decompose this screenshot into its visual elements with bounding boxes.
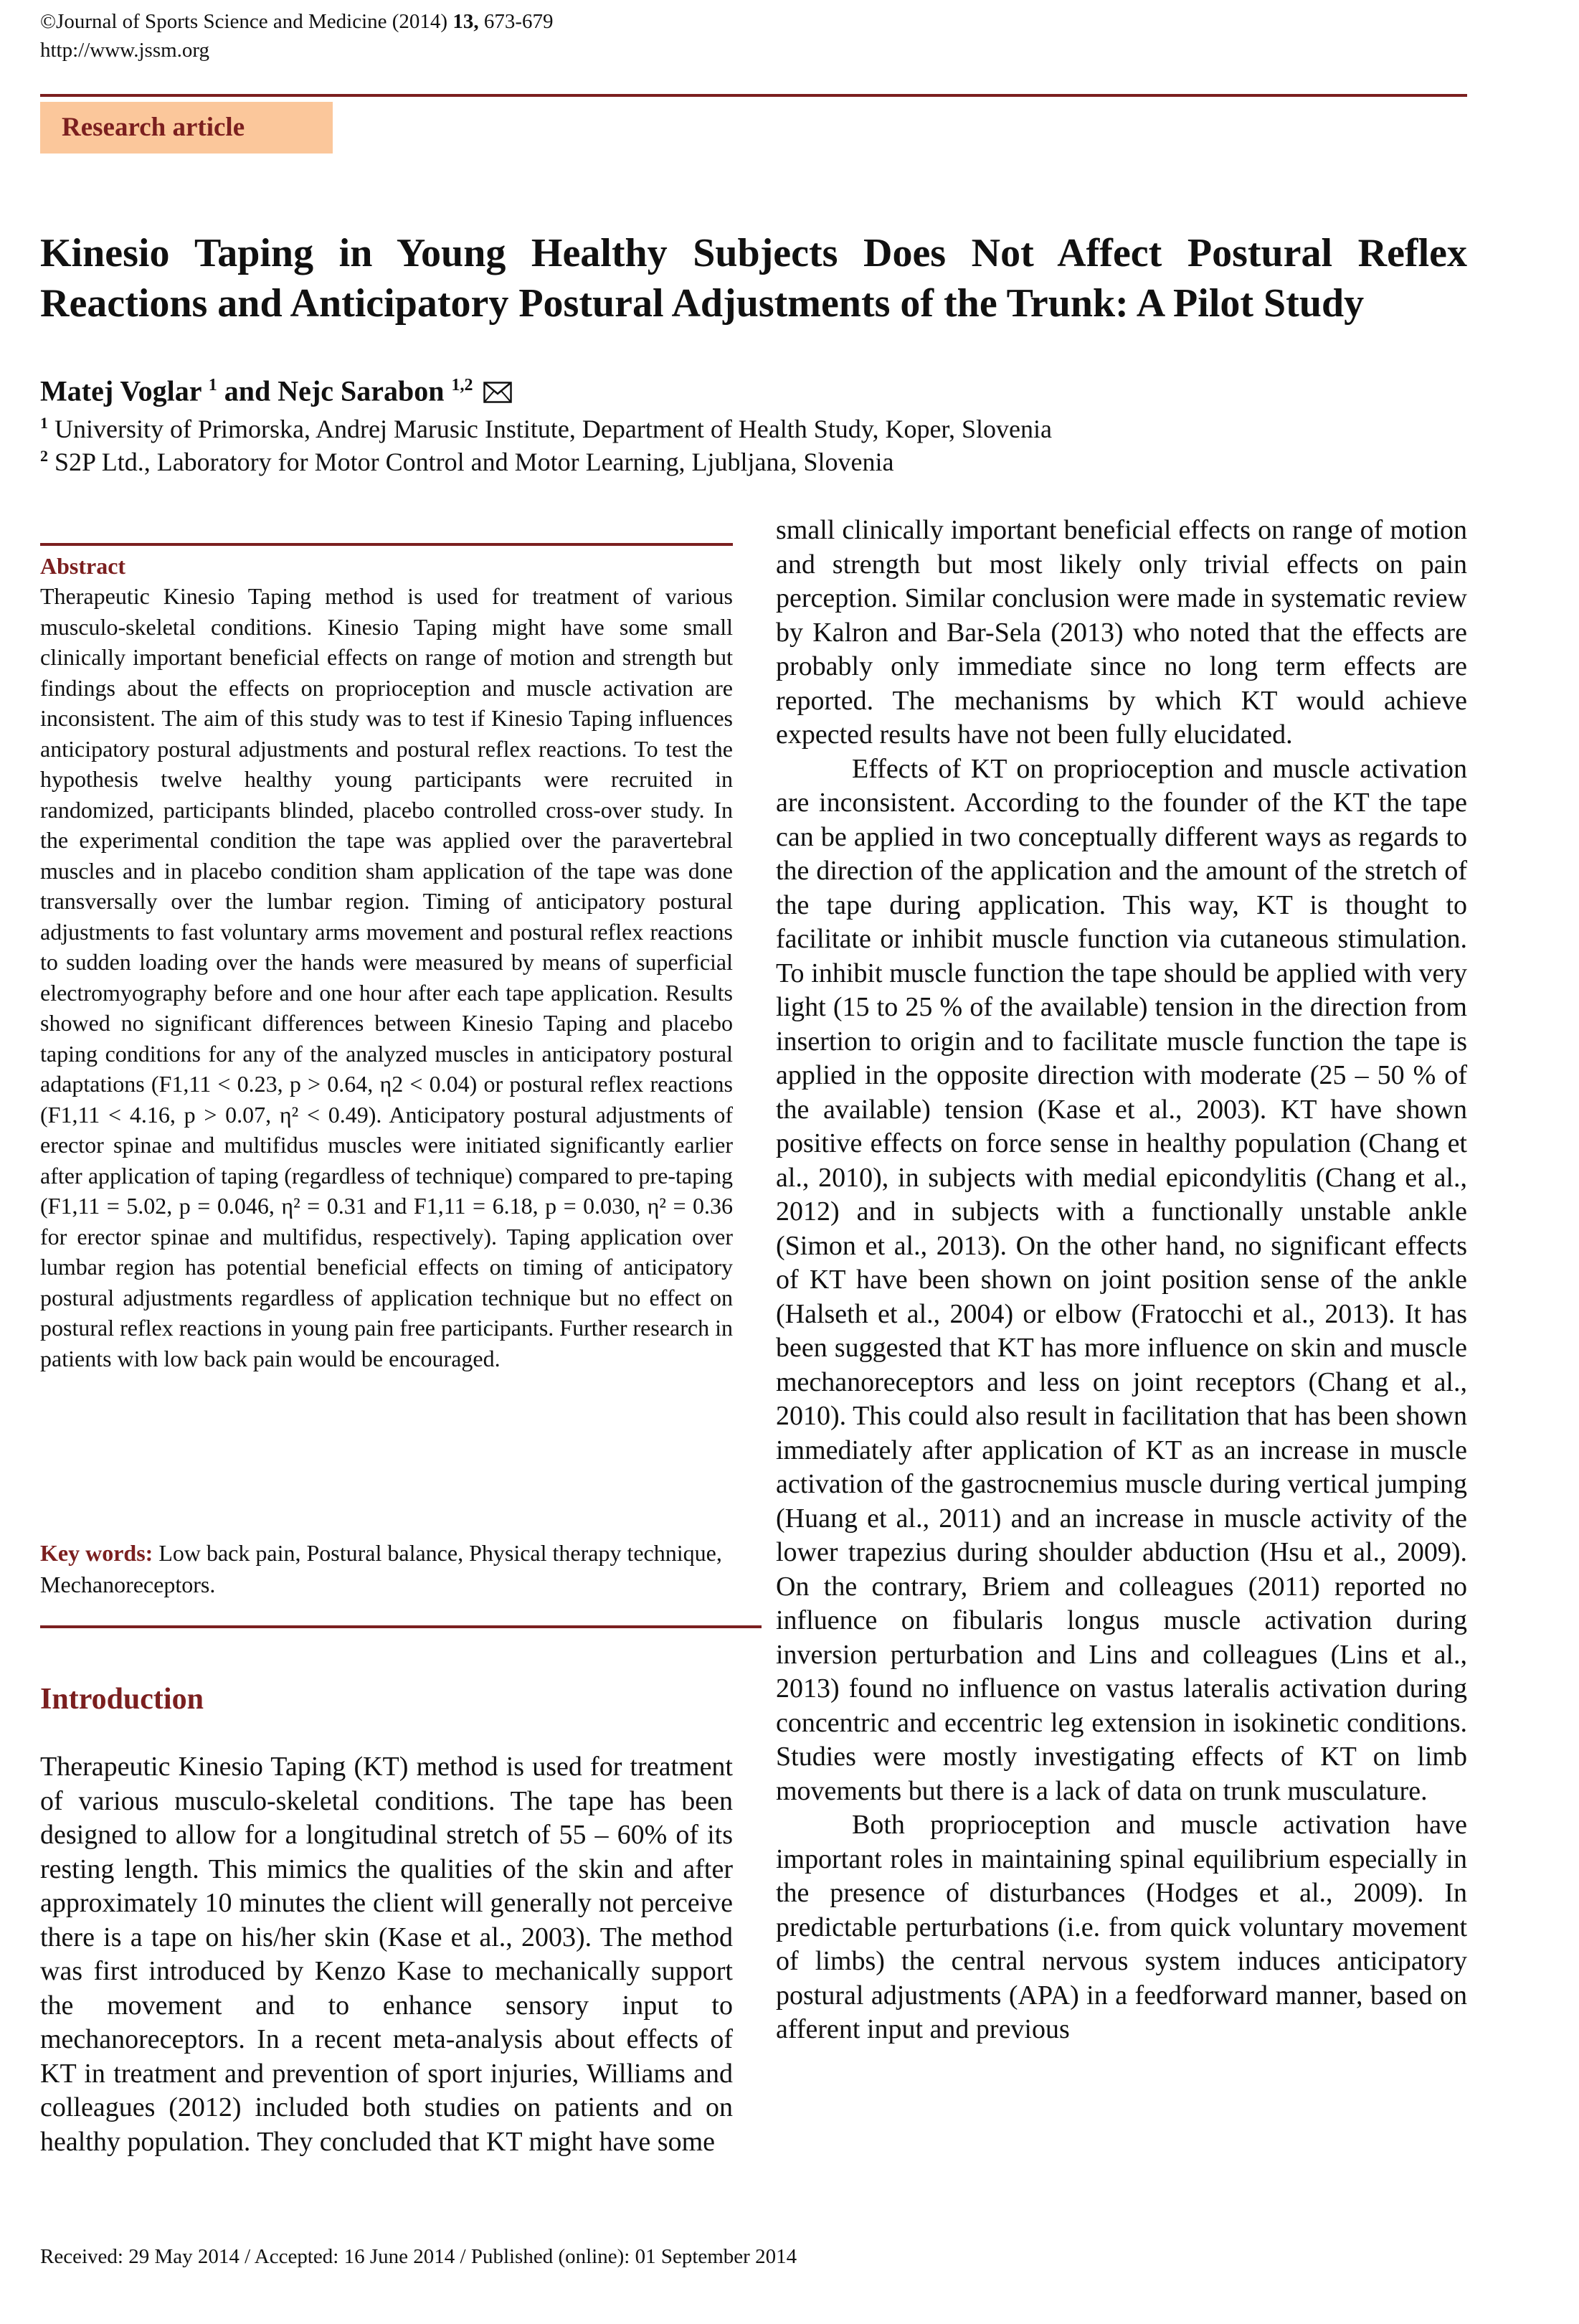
affiliation <box>40 407 1052 445</box>
body-paragraph: Effects of KT on proprioception and muscle activation are inconsistent. According to the founder of the KT the tape can be applied in two conceptually different ways as regards to the direction of the application and the amount of the stretch of the tape during application. This way, KT is thought to facilitate or inhibit muscle function via cutaneous stimulation. To inhibit muscle function the tape should be applied with very light (15 to 25 % of the available) tension in the direction from insertion to origin and to facilitate muscle function the tape is applied in the opposite direction with moderate (25 – 50 % of the available) tension (Kase et al., 2003). KT have shown positive effects on force sense in healthy population (Chang et al., 2010), in subjects with medial epicondylitis (Chang et al., 2012) and in subjects with a functionally unstable ankle (Simon et al., 2013). On the other hand, no significant effects of KT have been shown on joint position sense of the ankle (Halseth et al., 2004) or elbow (Fratocchi et al., 2013). It has been suggested that KT has more influence on skin and muscle mechanoreceptors and less on joint receptors (Chang et al., 2010). This could also result in facilitation that has been shown immediately after application of KT as an increase in muscle activation of the gastrocnemius muscle during vertical jumping (Huang et al., 2011) and an increase in muscle activity of the lower trapezius during shoulder abduction (Hsu et al., 2009). On the contrary, Briem and colleagues (2011) reported no influence on fibularis longus muscle activation during inversion perturbation and Lins and colleagues (Lins et al., 2013) found no influence on vastus lateralis activation during concentric and eccentric leg extension in isokinetic conditions. Studies were mostly investigating effects of KT on limb movements but there is a lack of data on trunk musculature. <box>776 753 1467 1806</box>
author-name: Matej Voglar <box>40 374 201 407</box>
journal-volume: 13, <box>452 10 479 33</box>
keywords-label: Key words: <box>40 1540 153 1566</box>
abstract-body: Therapeutic Kinesio Taping method is used for treatment of various musculo-skeletal conditions. Kinesio Taping might have some small clinically important beneficial effects on range of motion and strength but findings about the effects on proprioception and muscle activation are inconsistent. The aim of this study was to test if Kinesio Taping influences anticipatory postural adjustments and postural reflex reactions. To test the hypothesis twelve healthy young participants were recruited in randomized, participants blinded, placebo controlled cross-over study. In the experimental condition the tape was applied over the paravertebral muscles and in placebo condition sham application of the tape was done transversally over the lumbar region. Timing of anticipatory postural adjustments to fast voluntary arms movement and postural reflex reactions to sudden loading over the hands were measured by means of superficial electromyography before and one hour after each tape application. Results showed no significant differences between Kinesio Taping and placebo taping conditions for any of the analyzed muscles in anticipatory postural adaptations (F1,11 < 0.23, p > 0.64, η2 < 0.04) or postural reflex reactions (F1,11 < 4.16, p > 0.07, η² < 0.49). Anticipatory postural adjustments of erector spinae and multifidus muscles were initiated significantly earlier after application of taping (regardless of technique) compared to pre-taping (F1,11 = 5.02, p = 0.046, η² = 0.31 and F1,11 = 6.18, p = 0.030, η² = 0.36 for erector spinae and multifidus, respectively). Taping application over lumbar region has potential beneficial effects on timing of anticipatory postural adjustments regardless of application technique but no effect on postural reflex reactions in young pain free participants. Further research in patients with low back pain would be encouraged. <box>40 583 733 1371</box>
affiliation <box>40 440 893 478</box>
keywords <box>40 1537 733 1600</box>
journal-pages: 673-679 <box>478 10 554 33</box>
affiliation-text: S2P Ltd., Laboratory for Motor Control and Motor Learning, Ljubljana, Slovenia <box>54 448 894 476</box>
affiliation-text: University of Primorska, Andrej Marusic Institute, Department of Health Study, Koper, Slovenia <box>54 415 1052 443</box>
envelope-icon[interactable] <box>483 376 512 412</box>
author-list <box>40 367 512 412</box>
article-type-badge: Research article <box>40 102 333 153</box>
journal-name: ©Journal of Sports Science and Medicine (2014) <box>40 10 453 33</box>
body-paragraph: Both proprioception and muscle activation have important roles in maintaining spinal equilibrium especially in the presence of disturbances (Hodges et al., 2009). In predictable perturbations (i.e. from quick voluntary movement of limbs) the central nervous system induces anticipatory postural adjustments (APA) in a feedforward manner, based on afferent input and previous <box>776 1810 1467 2044</box>
author-name: Nejc Sarabon <box>278 374 445 407</box>
affiliation-number: 1 <box>40 414 48 432</box>
journal-url[interactable]: http://www.jssm.org <box>40 39 210 62</box>
affiliation-number: 2 <box>40 447 48 465</box>
abstract-top-divider <box>40 543 733 546</box>
right-column <box>776 514 1467 2047</box>
introduction-paragraph: Therapeutic Kinesio Taping (KT) method is used for treatment of various musculo-skeletal conditions. The tape has been designed to allow for a longitudinal stretch of 55 – 60% of its resting length. This mimics the qualities of the skin and after approximately 10 minutes the client will generally not perceive there is a tape on his/her skin (Kase et al., 2003). The method was first introduced by Kenzo Kase to mechanically support the movement and to enhance sensory input to mechanoreceptors. In a recent meta-analysis about effects of KT in treatment and prevention of sport injuries, Williams and colleagues (2012) included both studies on patients and on healthy population. They concluded that KT might have some <box>40 1752 733 2157</box>
author-affiliation-marker: 1 <box>208 376 217 395</box>
author-affiliation-marker: 1,2 <box>451 376 473 395</box>
article-title-line1: Kinesio Taping in Young Healthy Subjects Does Not Affect Postural Reflex <box>40 231 1467 275</box>
article-title-line2: Reactions and Anticipatory Postural Adjustments of the Trunk: A Pilot Study <box>40 281 1365 326</box>
journal-citation <box>40 9 554 34</box>
abstract-bottom-divider <box>40 1625 762 1628</box>
keywords-text: Low back pain, Postural balance, Physical therapy technique, Mechanoreceptors. <box>40 1540 722 1597</box>
publication-dates: Received: 29 May 2014 / Accepted: 16 June 2014 / Published (online): 01 September 2014 <box>40 2245 797 2268</box>
abstract-heading: Abstract <box>40 553 126 579</box>
introduction-heading: Introduction <box>40 1683 204 1716</box>
author-joiner: and <box>217 374 278 407</box>
article-title <box>40 228 1467 329</box>
header-divider <box>40 94 1467 97</box>
body-paragraph: small clinically important beneficial effects on range of motion and strength but most likely only trivial effects on pain perception. Similar conclusion were made in systematic review by Kalron and Bar-Sela (2013) who noted that the effects are probably only immediate since no long term effects are reported. The mechanisms by which KT would achieve expected results have not been fully elucidated. <box>776 515 1467 750</box>
